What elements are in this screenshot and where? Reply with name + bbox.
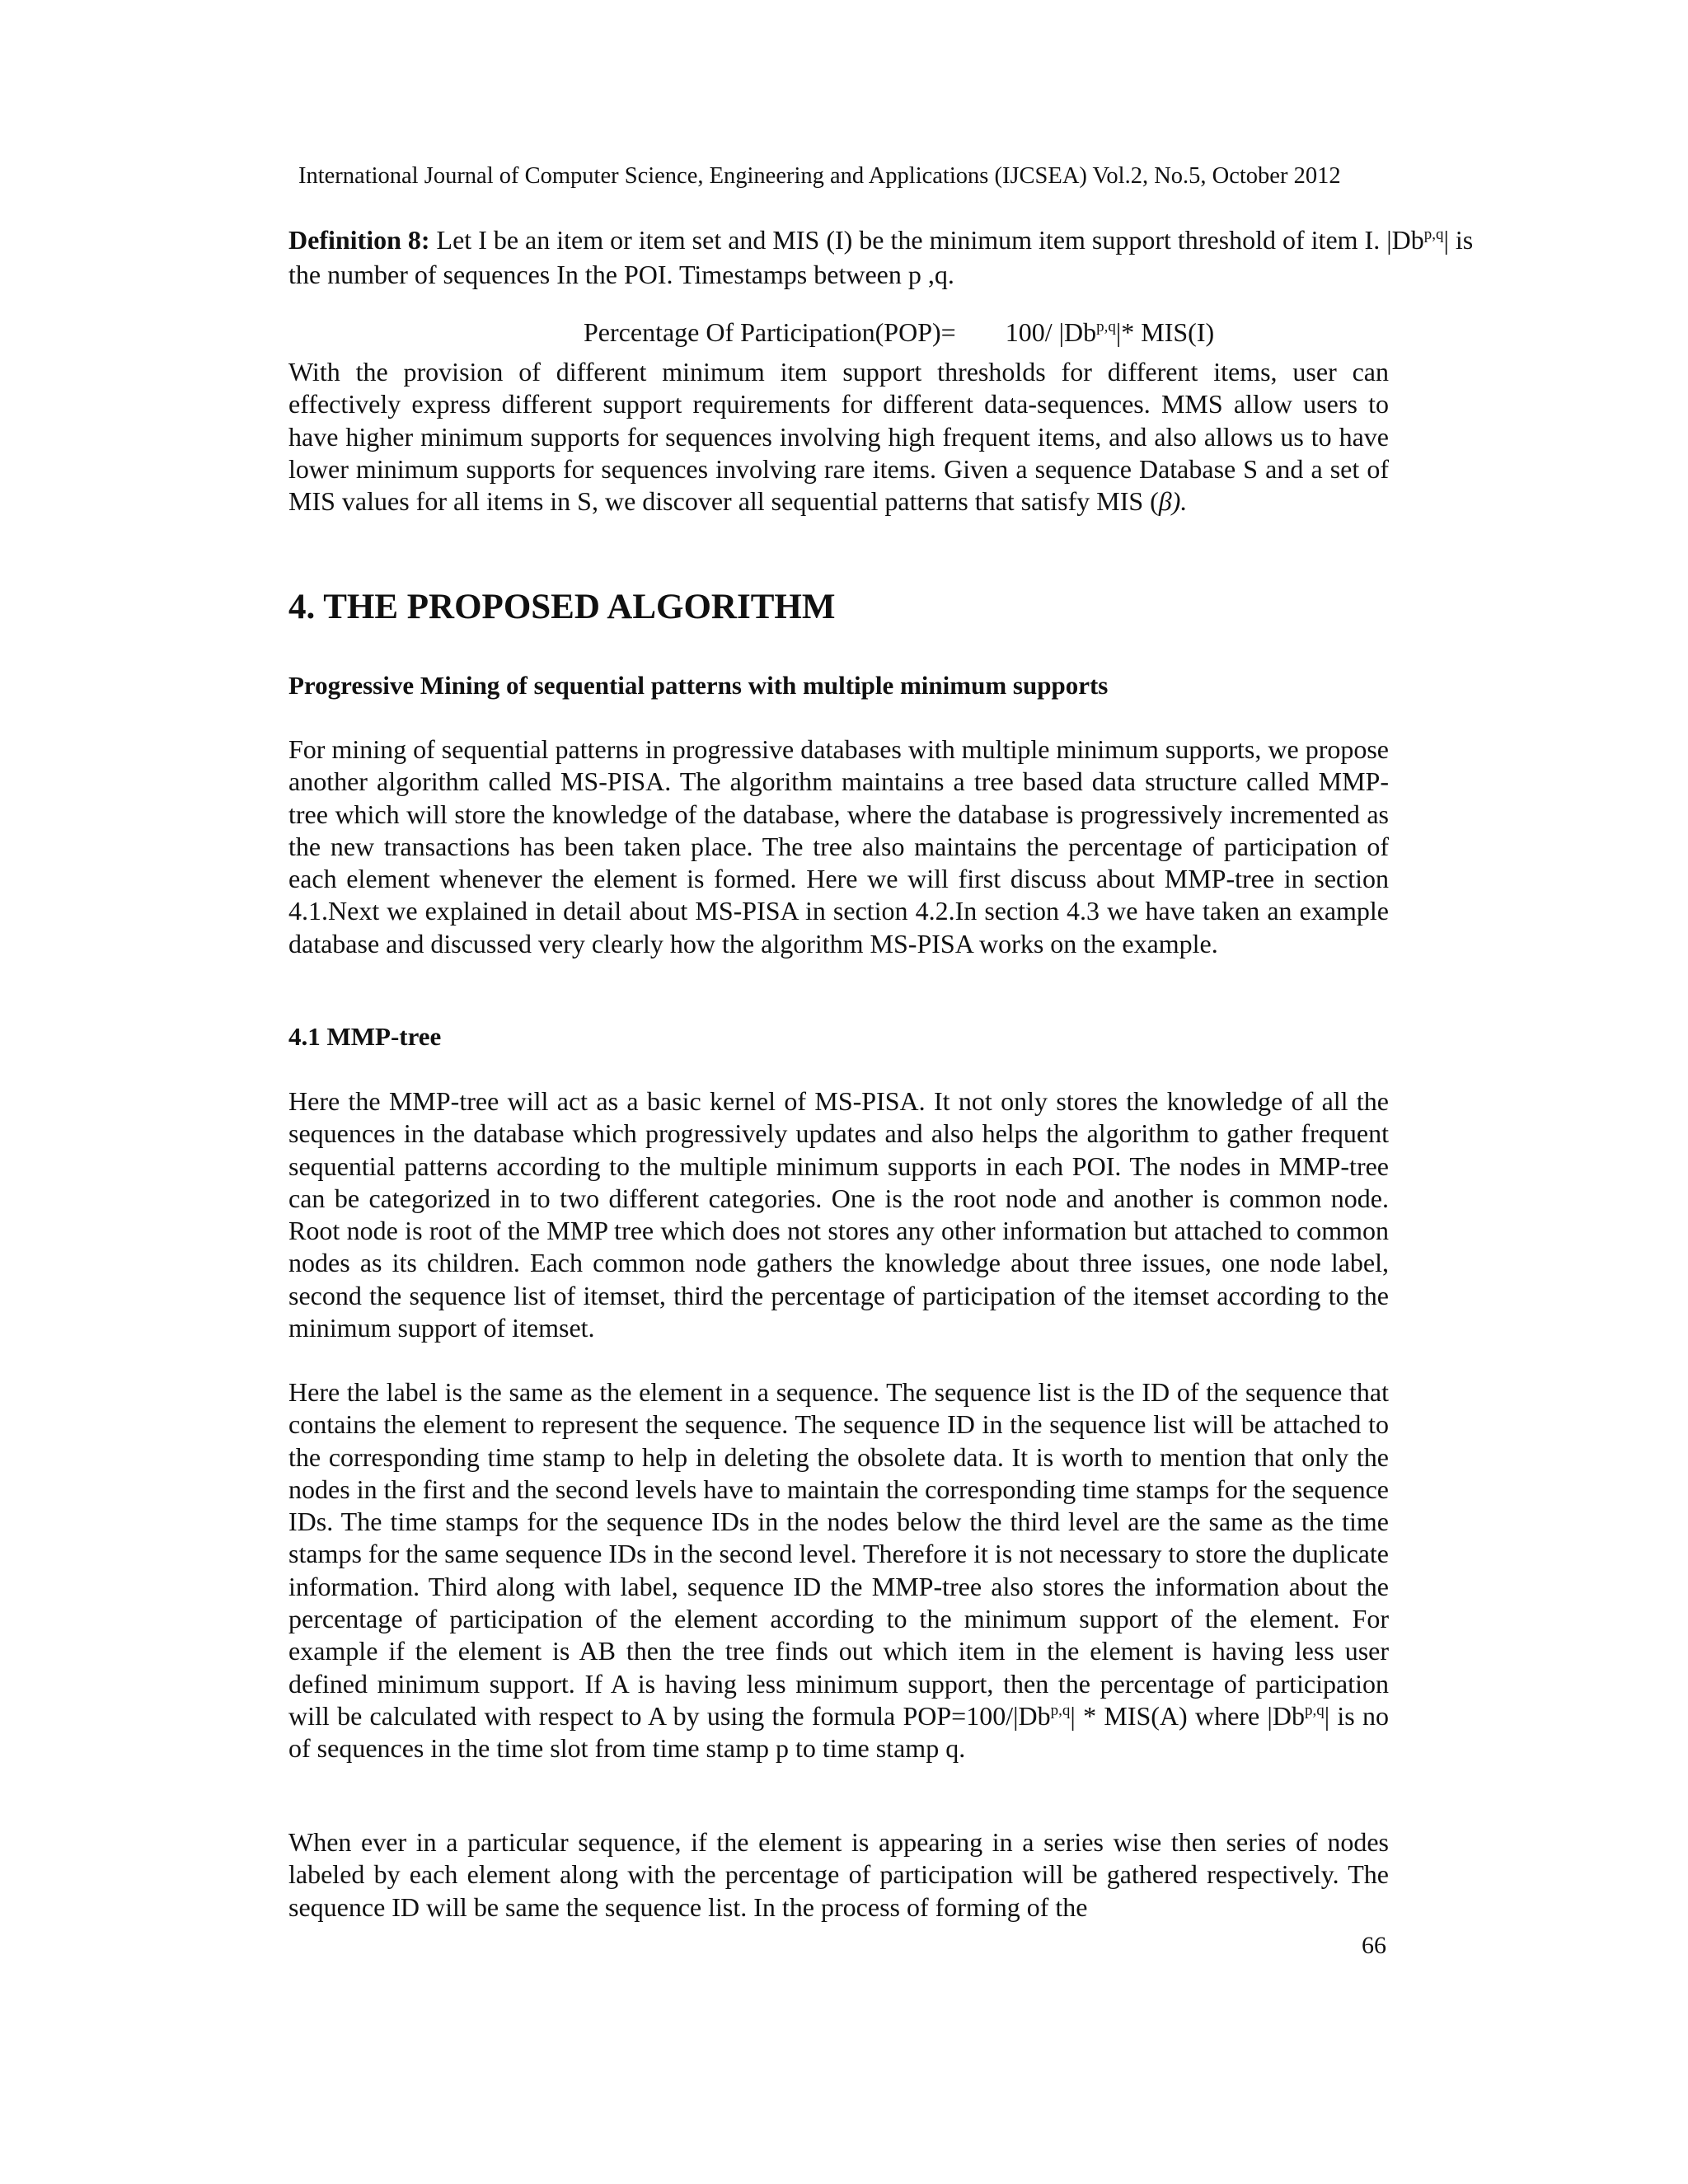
paragraph-mmp-tree-2-mid: | * MIS(A) where |Db <box>1070 1700 1305 1731</box>
section-4-subtitle: Progressive Mining of sequential patterns with multiple minimum supports <box>288 671 1109 700</box>
definition-line-2: the number of sequences In the POI. Timestamps between p ,q. <box>288 260 954 289</box>
section-4-1-title: 4.1 MMP-tree <box>288 1022 442 1051</box>
definition-superscript: p,q <box>1423 226 1444 243</box>
paragraph-mmp-tree-3: When ever in a particular sequence, if the element is appearing in a series wise then series of nodes labeled by each element along with the percentage of participation will be gathered respectively. The sequence ID will be same the sequence list. In the process of forming of the <box>288 1827 1389 1922</box>
paragraph-section-4: For mining of sequential patterns in progressive databases with multiple minimum supports, we propose another algorithm called MS-PISA. The algorithm maintains a tree based data structure called MMP-tree which will store the knowledge of the database, where the database is progressively incremented as the new transactions has been taken place. The tree also maintains the percentage of participation of each element whenever the element is formed. Here we will first discuss about MMP-tree in section 4.1.Next we explained in detail about MS-PISA in section 4.2.In section 4.3 we have taken an example database and discussed very clearly how the algorithm MS-PISA works on the example. <box>288 734 1389 958</box>
formula-rhs-b: |* MIS(I) <box>1115 317 1215 347</box>
paragraph-mms <box>288 356 1389 518</box>
superscript-pq-2: p,q <box>1304 1701 1325 1719</box>
formula-superscript: p,q <box>1096 318 1116 335</box>
running-header: International Journal of Computer Science, Engineering and Applications (IJCSEA) Vol.2, No.5, October 2012 <box>298 163 1341 189</box>
formula-rhs <box>1006 317 1214 347</box>
definition-label: Definition 8: <box>288 225 430 255</box>
paragraph-mmp-tree-2-text: Here the label is the same as the element in a sequence. The sequence list is the ID of the sequence that contains the element to represent the sequence. The sequence ID in the sequence list will be attached to the corresponding time stamp to help in deleting the obsolete data. It is worth to mention that only the nodes in the first and the second levels have to maintain the corresponding time stamps for the sequence IDs. The time stamps for the sequence IDs in the nodes below the third level are the same as the time stamps for the same sequence IDs in the second level. Therefore it is not necessary to store the duplicate information. Third along with label, sequence ID the MMP-tree also stores the information about the percentage of participation of the element according to the minimum support of the element. For example if the element is AB then the tree finds out which item in the element is having less user defined minimum support. If A is having less minimum support, then the percentage of participation will be calculated with respect to A by using the formula POP=100/|Db <box>288 1377 1389 1731</box>
paragraph-mmp-tree-1: Here the MMP-tree will act as a basic kernel of MS-PISA. It not only stores the knowledge of all the sequences in the database which progressively updates and also helps the algorithm to gather frequent sequential patterns according to the multiple minimum supports in each POI. The nodes in MMP-tree can be categorized in to two different categories. One is the root node and another is common node. Root node is root of the MMP tree which does not stores any other information but attached to common nodes as its children. Each common node gathers the knowledge about three issues, one node label, second the sequence list of itemset, third the percentage of participation of the itemset according to the minimum support of itemset. <box>288 1086 1389 1343</box>
definition-text-end: | is <box>1443 225 1474 255</box>
definition-8 <box>288 223 1607 292</box>
definition-text: Let I be an item or item set and MIS (I) be the minimum item support threshold of item I. |Db <box>429 225 1424 255</box>
paragraph-mmp-tree-2 <box>288 1376 1389 1765</box>
paragraph-mmp-tree-2-end: | is no of sequences in the time slot from time stamp p to time stamp q. <box>288 1700 1390 1764</box>
formula-lhs: Percentage Of Participation(POP)= <box>584 317 956 347</box>
formula-rhs-a: 100/ |Db <box>1005 317 1097 347</box>
pop-formula <box>584 317 1214 348</box>
section-4-title: 4. THE PROPOSED ALGORITHM <box>288 588 836 626</box>
page-number: 66 <box>1362 1932 1386 1959</box>
paragraph-mms-text: With the provision of different minimum item support thresholds for different items, user can effectively express different support requirements for different data-sequences. MMS allow users to have higher minimum supports for sequences involving high frequent items, and also allows us to have lower minimum supports for sequences involving rare items. Given a sequence Database S and a set of MIS values for all items in S, we discover all sequential patterns that satisfy MIS ( <box>288 357 1389 517</box>
beta-symbol: β). <box>1158 486 1188 517</box>
superscript-pq-1: p,q <box>1050 1701 1071 1719</box>
